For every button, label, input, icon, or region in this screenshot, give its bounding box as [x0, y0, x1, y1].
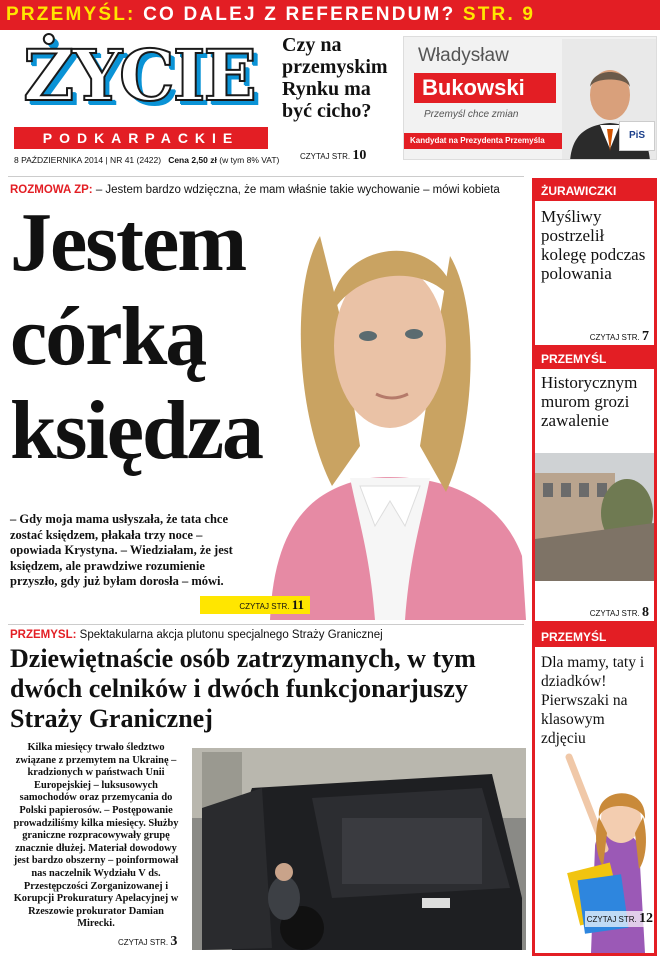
- divider: [8, 176, 524, 177]
- teaser-rynek-read-label: CZYTAJ STR.: [300, 152, 351, 161]
- ad-slogan: Przemyśl chce zmian: [424, 109, 519, 120]
- issue-price: Cena 2,50 zł: [168, 155, 217, 165]
- lead-kicker: [10, 184, 525, 196]
- top-banner-ref: STR. 9: [462, 4, 536, 25]
- lead-headline-line-3: księdza: [10, 384, 263, 477]
- lead-headline-line-1: Jestem: [10, 196, 246, 289]
- sidebar: [532, 178, 657, 956]
- top-banner-text: CO DALEJ Z REFERENDUM?: [143, 4, 456, 25]
- lead-headline-line-2: córką: [10, 290, 206, 383]
- ad-first-name: Władysław: [418, 45, 509, 66]
- top-banner[interactable]: [0, 0, 660, 30]
- campaign-ad[interactable]: [403, 36, 657, 160]
- second-read-ref[interactable]: [118, 934, 177, 950]
- lead-read-page: 11: [291, 597, 304, 612]
- masthead-logo: [8, 33, 270, 123]
- sidebar-item-walls-read-label: CZYTAJ STR.: [589, 609, 640, 618]
- pis-logo: PiS: [619, 121, 655, 151]
- masthead-title: ŻYCIE: [23, 34, 255, 117]
- sidebar-item-hunter-page: 7: [642, 329, 649, 344]
- sidebar-item-firstgraders-page: 12: [639, 911, 653, 926]
- sidebar-section-przemysl-2: PRZEMYŚL: [535, 627, 654, 647]
- masthead-subtitle: PODKARPACKIE: [14, 127, 268, 149]
- lead-headline[interactable]: [10, 196, 310, 478]
- second-body: Kilka miesięcy trwało śledztwo związane z przemytem na Ukrainę – kradzionych w państwach Unii Europejskiej – luksusowych samochodów oraz przemycania do Polski papierosów. – Postępowanie prowadziliśmy kilka miesięcy. Służby graniczne rozpracowywały grupę znacznie dłużej. Materiał dowodowy jest bardzo obszerny – poinformował nas naczelnik Wydziału V ds. Przestępczości Zorganizowanej i Korupcji Prokuratury Apelacyjnej w Rzeszowie prokurator Damian Mirecki.: [13, 742, 179, 930]
- lead-lede: – Gdy moja mama usłyszała, że tata chce zostać księdzem, płakała trzy noce – opowiada Krystyna. – Wiedziałam, że jest księdzem, ale prawdziwe rozumienie przyszło, gdy już byłam dorosła – mówi.: [10, 512, 233, 588]
- divider: [8, 624, 524, 625]
- sidebar-item-hunter-read-label: CZYTAJ STR.: [589, 333, 640, 342]
- second-headline[interactable]: Dziewiętnaście osób zatrzymanych, w tym dwóch celników i dwóch funkcjonarjuszy Straży Granicznej: [10, 644, 476, 733]
- lead-read-label: CZYTAJ STR.: [239, 602, 290, 611]
- issue-line: [14, 155, 279, 165]
- issue-vat: (w tym 8% VAT): [219, 155, 280, 165]
- second-kicker-label: PRZEMYŚL:: [10, 629, 77, 641]
- second-kicker: [10, 629, 525, 641]
- sidebar-walls-photo: [535, 453, 654, 581]
- teaser-rynek-ref: [300, 148, 366, 164]
- ad-last-name: Bukowski: [414, 73, 556, 103]
- sidebar-item-hunter-ref: [535, 329, 649, 345]
- sidebar-item-firstgraders[interactable]: Dla mamy, taty i dziadków! Pierwszaki na klasowym zdjęciu: [541, 654, 645, 747]
- second-read-page: 3: [170, 934, 178, 949]
- second-read-label: CZYTAJ STR.: [118, 938, 169, 947]
- sidebar-item-firstgraders-ref: [585, 911, 653, 927]
- sidebar-item-firstgraders-read-label: CZYTAJ STR.: [586, 915, 637, 924]
- issue-date: 8 PAŹDZIERNIKA 2014 | NR 41 (2422): [14, 155, 162, 165]
- second-kicker-text: Spektakularna akcja plutonu specjalnego Straży Granicznej: [76, 629, 383, 641]
- teaser-rynek-page: 10: [352, 148, 367, 163]
- lead-read-ref[interactable]: [200, 596, 310, 614]
- sidebar-section-zurawiczki: ŻURAWICZKI: [535, 181, 654, 201]
- lead-kicker-text: – Jestem bardzo wdzięczna, że mam właśnie takie wychowanie – mówi kobieta: [92, 184, 500, 196]
- lead-kicker-label: ROZMOWA ŻP:: [10, 184, 93, 196]
- teaser-rynek[interactable]: Czy na przemyskim Rynku ma być cicho?: [282, 34, 388, 122]
- sidebar-item-walls-ref: [535, 605, 649, 621]
- sidebar-item-walls[interactable]: Historycznym murom grozi zawalenie: [541, 373, 638, 430]
- top-banner-prefix: PRZEMYŚL:: [6, 4, 136, 25]
- sidebar-item-hunter[interactable]: Myśliwy postrzelił kolegę podczas polowania: [541, 207, 646, 283]
- ad-candidate-bar: Kandydat na Prezydenta Przemyśla: [404, 133, 609, 149]
- sidebar-section-przemysl: PRZEMYŚL: [535, 349, 654, 369]
- second-photo: [192, 748, 526, 950]
- sidebar-item-walls-page: 8: [642, 605, 649, 620]
